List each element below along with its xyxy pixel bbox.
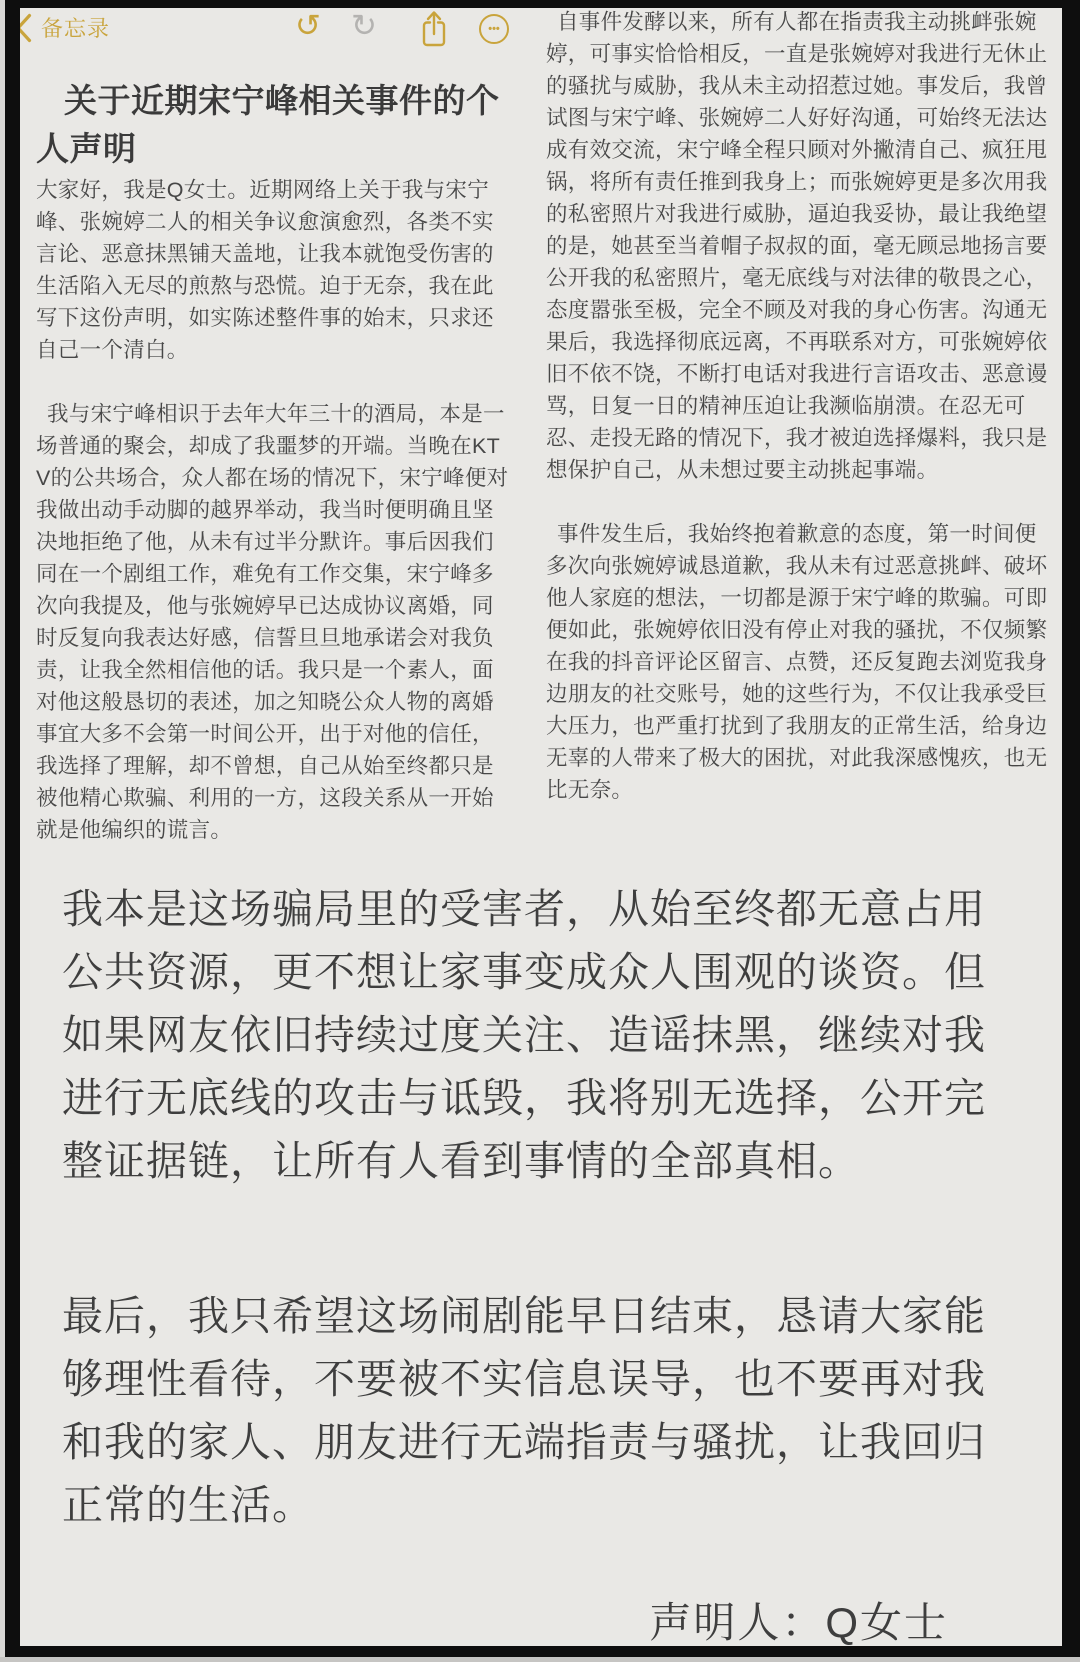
frame-edge-left (0, 0, 5, 1662)
share-icon[interactable] (419, 9, 449, 49)
statement-warning: 我本是这场骗局里的受害者，从始至终都无意占用公共资源，更不想让家事变成众人围观的谈资。但如果网友依旧持续过度关注、造谣抹黑，继续对我进行无底线的攻击与诋毁，我将别无选择，公开完整证据链，让所有人看到事情的全部真相。 (62, 886, 986, 1184)
statement-closing: 最后，我只希望这场闹剧能早日结束，恳请大家能够理性看待，不要被不实信息误导，也不要再对我和我的家人、朋友进行无端指责与骚扰，让我回归正常的生活。 (62, 1293, 986, 1528)
notes-app-screen (20, 8, 1062, 1646)
frame-edge-bottom (0, 1657, 1080, 1662)
statement-section (62, 878, 990, 1537)
chevron-left-icon (20, 13, 32, 43)
note-column-right (546, 8, 1048, 806)
redo-icon[interactable]: ↻ (351, 8, 377, 43)
paragraph-intro: 大家好，我是Q女士。近期网络上关于我与宋宁峰、张婉婷二人的相关争议愈演愈烈，各类不实言论、恶意抹黑铺天盖地，让我本就饱受伤害的生活陷入无尽的煎熬与恐慌。迫于无奈，我在此写下这份声明，如实陈述整件事的始末，只求还自己一个清白。 (36, 178, 494, 362)
paragraph-aftermath: 自事件发酵以来，所有人都在指责我主动挑衅张婉婷，可事实恰恰相反，一直是张婉婷对我进行无休止的骚扰与威胁，我从未主动招惹过她。事发后，我曾试图与宋宁峰、张婉婷二人好好沟通，可始终无法达成有效交流，宋宁峰全程只顾对外撇清自己、疯狂甩锅，将所有责任推到我身上；而张婉婷更是多次用我的私密照片对我进行威胁，逼迫我妥协，最让我绝望的是，她甚至当着帽子叔叔的面，毫无顾忌地扬言要公开我的私密照片，毫无底线与对法律的敬畏之心，态度嚣张至极，完全不顾及对我的身心伤害。沟通无果后，我选择彻底远离，不再联系对方，可张婉婷依旧不依不饶，不断打电话对我进行言语攻击、恶意谩骂，日复一日的精神压迫让我濒临崩溃。在忍无可忍、走投无路的情况下，我才被迫选择爆料，我只是想保护自己，从未想过要主动挑起事端。 (546, 10, 1048, 482)
more-options-icon[interactable]: ••• (479, 14, 509, 44)
signature: 声明人：Q女士 (649, 1599, 948, 1646)
note-title: 关于近期宋宁峰相关事件的个人声明 (36, 82, 500, 168)
paragraph-history: 我与宋宁峰相识于去年大年三十的酒局，本是一场普通的聚会，却成了我噩梦的开端。当晚在KTV的公共场合，众人都在场的情况下，宋宁峰便对我做出动手动脚的越界举动，我当时便明确且坚决地拒绝了他，从未有过半分默许。事后因我们同在一个剧组工作，难免有工作交集，宋宁峰多次向我提及，他与张婉婷早已达成协议离婚，同时反复向我表达好感，信誓旦旦地承诺会对我负责，让我全然相信他的话。我只是一个素人，面对他这般恳切的表述，加之知晓公众人物的离婚事宜大多不会第一时间公开，出于对他的信任，我选择了理解，却不曾想，自己从始至终都只是被他精心欺骗、利用的一方，这段关系从一开始就是他编织的谎言。 (36, 402, 509, 842)
undo-icon[interactable]: ↺ (295, 8, 321, 43)
back-button[interactable] (20, 12, 110, 43)
note-column-left (36, 174, 514, 846)
paragraph-apology: 事件发生后，我始终抱着歉意的态度，第一时间便多次向张婉婷诚恳道歉，我从未有过恶意挑衅、破坏他人家庭的想法，一切都是源于宋宁峰的欺骗。可即便如此，张婉婷依旧没有停止对我的骚扰，不仅频繁在我的抖音评论区留言、点赞，还反复跑去浏览我身边朋友的社交账号，她的这些行为，不仅让我承受巨大压力，也严重打扰到了我朋友的正常生活，给身边无辜的人带来了极大的困扰，对此我深感愧疚，也无比无奈。 (546, 522, 1048, 802)
back-button-label: 备忘录 (41, 16, 111, 41)
